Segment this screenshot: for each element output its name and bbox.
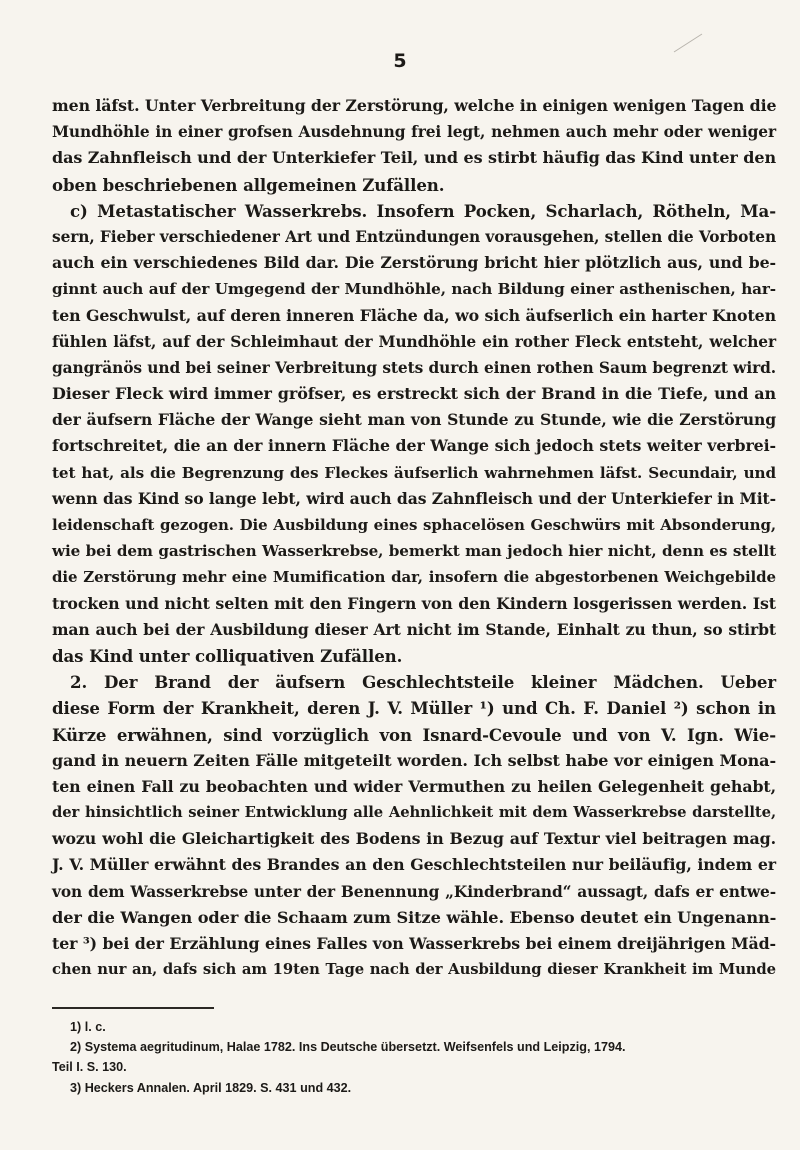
footnote: 3) Heckers Annalen. April 1829. S. 431 und 432. [70,1080,352,1095]
text-line: auch ein verschiedenes Bild dar. Die Zerstörung bricht hier plötzlich aus, und be- [52,253,776,273]
text-line: wie bei dem gastrischen Wasserkrebse, bemerkt man jedoch hier nicht, denn es stellt [52,542,776,561]
footnote-continuation: Teil I. S. 130. [52,1060,127,1075]
text-line: fortschreitet, die an der innern Fläche der Wange sich jedoch stets weiter verbrei- [52,436,776,456]
page-number: 5 [393,50,407,72]
text-line: die Zerstörung mehr eine Mumification dar, insofern die abgestorbenen Weichgebilde [52,568,776,587]
text-line: chen nur an, dafs sich am 19ten Tage nach der Ausbildung dieser Krankheit im Munde [52,961,776,979]
text-line: der hinsichtlich seiner Entwicklung alle Aehnlichkeit mit dem Wasserkrebse darstellte, [52,804,776,822]
text-line: ten einen Fall zu beobachten und wider Vermuthen zu heilen Gelegenheit gehabt, [52,776,776,796]
footnotes [52,1017,776,1098]
footnote: 1) l. c. [70,1020,106,1034]
footnote: 2) Systema aegritudinum, Halae 1782. Ins Deutsche übersetzt. Weifsenfels und Leipzig, 1794. [70,1040,626,1055]
text-line: der äufsern Fläche der Wange sieht man von Stunde zu Stunde, wie die Zerstörung [52,410,776,430]
text-line: das Kind unter colliquativen Zufällen. [52,645,403,666]
text-line: wenn das Kind so lange lebt, wird auch das Zahnfleisch und der Unterkiefer in Mit- [52,488,776,508]
text-line: tet hat, als die Begrenzung des Fleckes äufserlich wahrnehmen läfst. Secundair, und [52,463,776,482]
text-line: man auch bei der Ausbildung dieser Art nicht im Stande, Einhalt zu thun, so stirbt [52,619,776,639]
footnote-divider [52,1007,214,1009]
text-line: leidenschaft gezogen. Die Ausbildung eines sphacelösen Geschwürs mit Absonderung, [52,516,776,534]
text-line: oben beschriebenen allgemeinen Zufällen. [52,174,445,195]
text-line: von dem Wasserkrebse unter der Benennung „Kinderbrand“ aussagt, dafs er entwe- [52,882,776,901]
text-line: Dieser Fleck wird immer gröfser, es erstreckt sich der Brand in die Tiefe, und an [52,384,776,404]
text-line: fühlen läfst, auf der Schleimhaut der Mundhöhle ein rother Fleck entsteht, welcher [52,332,776,351]
text-line: J. V. Müller erwähnt des Brandes an den Geschlechtsteilen nur beiläufig, indem er [52,855,776,875]
text-line: ginnt auch auf der Umgegend der Mundhöhle, nach Bildung einer asthenischen, har- [52,280,776,299]
text-line: ten Geschwulst, auf deren inneren Fläche da, wo sich äufserlich ein harter Knoten [52,305,776,325]
text-line: ter ³) bei der Erzählung eines Falles von Wasserkrebs bei einem dreijährigen Mäd- [52,934,776,953]
text-line: men läfst. Unter Verbreitung der Zerstörung, welche in einigen wenigen Tagen die [52,96,777,115]
text-line: sern, Fieber verschiedener Art und Entzündungen vorausgehen, stellen die Vorboten [52,227,777,246]
body-text [52,93,776,983]
text-line: gangränös und bei seiner Verbreitung stets durch einen rothen Saum begrenzt wird. [52,358,776,377]
text-line: gand in neuern Zeiten Fälle mitgeteilt worden. Ich selbst habe vor einigen Mona- [52,750,776,770]
text-line: der die Wangen oder die Schaam zum Sitze wähle. Ebenso deutet ein Ungenann- [52,907,777,927]
text-line: Mundhöhle in einer grofsen Ausdehnung frei legt, nehmen auch mehr oder weniger [52,123,776,142]
text-line: das Zahnfleisch und der Unterkiefer Teil, und es stirbt häufig das Kind unter den [52,148,776,168]
text-line: trocken und nicht selten mit den Fingern von den Kindern losgerissen werden. Ist [52,593,776,613]
section-heading-line: 2. Der Brand der äufsern Geschlechtsteile kleiner Mädchen. Ueber [70,672,776,693]
section-heading-line: c) Metastatischer Wasserkrebs. Insofern Pocken, Scharlach, Rötheln, Ma- [70,200,776,221]
text-line: wozu wohl die Gleichartigkeit des Bodens in Bezug auf Textur viel beitragen mag. [52,829,776,849]
text-line: Kürze erwähnen, sind vorzüglich von Isnard-Cevoule und von V. Ign. Wie- [52,724,776,745]
text-line: diese Form der Krankheit, deren J. V. Müller ¹) und Ch. F. Daniel ²) schon in [52,698,776,719]
